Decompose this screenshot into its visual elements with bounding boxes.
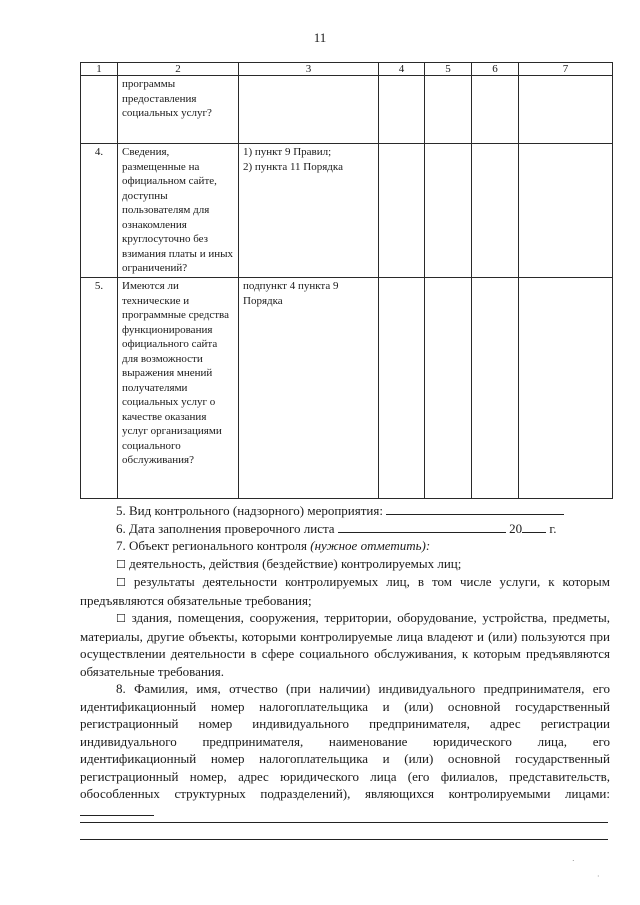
checkbox-icon[interactable]: ☐	[116, 576, 126, 589]
table-row	[81, 278, 613, 499]
column-header: 2	[118, 63, 239, 76]
column-header: 6	[472, 63, 519, 76]
column-header: 7	[519, 63, 613, 76]
row-question: Сведения, размещенные на официальном сайте, доступны пользователям для ознакомления круглосуточно без взимания платы и иных ограничений?	[118, 144, 239, 278]
item-7	[80, 537, 610, 555]
row-number	[81, 76, 118, 144]
table-row	[81, 76, 613, 144]
note-cell[interactable]	[519, 278, 613, 499]
item-8	[80, 680, 610, 820]
column-header: 5	[425, 63, 472, 76]
item-7-label: 7. Объект регионального контроля	[116, 538, 308, 553]
answer-cell[interactable]	[472, 144, 519, 278]
option-3	[80, 609, 610, 680]
note-cell[interactable]	[519, 144, 613, 278]
item-8-label: 8. Фамилия, имя, отчество (при наличии) индивидуального предпринимателя, его идентификационный номер налогоплательщика и (или) основной государственный регистрационный номер индивидуального предпринимателя, адрес регистрации индивидуального предпринимателя, наименование юридического лица, его идентификационный номер налогоплательщика и (или) основной государственный регистрационный номер, адрес юридического лица (его филиалов, представительств, обособленных структурных подразделений), являющихся контролируемыми лицами:	[80, 681, 610, 801]
item-7-note: (нужное отметить):	[310, 538, 431, 553]
answer-cell[interactable]	[472, 76, 519, 144]
row-number: 4.	[81, 144, 118, 278]
table-row	[81, 144, 613, 278]
answer-line[interactable]	[80, 839, 608, 840]
controlled-person-field[interactable]	[80, 803, 154, 816]
option-3-label: здания, помещения, сооружения, территории, оборудование, устройства, предметы, материалы, другие объекты, которыми контролируемые лица владеют и (или) пользуются при осуществлении деятельности в сфере социального обслуживания, к которым предъявляются обязательные требования.	[80, 610, 610, 679]
scan-speck: ·	[597, 872, 600, 881]
row-number: 5.	[81, 278, 118, 499]
scan-speck: .	[572, 854, 575, 863]
answer-cell[interactable]	[425, 144, 472, 278]
item-5-label: 5. Вид контрольного (надзорного) мероприятия:	[116, 503, 383, 518]
requisite-line: 1) пункт 9 Правил;	[243, 146, 332, 158]
column-header: 1	[81, 63, 118, 76]
row-question: Имеются ли технические и программные средства функционирования официального сайта для возможности выражения мнений получателями социальных услуг о качестве оказания услуг организациями социального обслуживания?	[118, 278, 239, 499]
column-header: 4	[379, 63, 425, 76]
answer-cell[interactable]	[379, 76, 425, 144]
row-requisites: подпункт 4 пункта 9 Порядка	[239, 278, 379, 499]
item-6	[80, 520, 610, 538]
fill-date-field[interactable]	[338, 520, 506, 533]
table-header-row	[81, 63, 613, 76]
answer-cell[interactable]	[425, 278, 472, 499]
item-6-label: 6. Дата заполнения проверочного листа	[116, 520, 335, 536]
year-field[interactable]	[522, 520, 546, 533]
answer-cell[interactable]	[472, 278, 519, 499]
answer-cell[interactable]	[379, 144, 425, 278]
option-1-label: деятельность, действия (бездействие) контролируемых лиц;	[129, 555, 462, 571]
answer-cell[interactable]	[379, 278, 425, 499]
requisite-line: 2) пункта 11 Порядка	[243, 160, 343, 173]
item-5	[80, 502, 610, 520]
checkbox-icon[interactable]: ☐	[116, 557, 126, 571]
row-requisites	[239, 144, 379, 278]
page-number: 11	[313, 30, 327, 45]
inspection-type-field[interactable]	[386, 502, 564, 515]
row-requisites	[239, 76, 379, 144]
answer-line[interactable]	[80, 822, 608, 823]
option-2-label: результаты деятельности контролируемых лиц, в том числе услуги, к которым предъявляются обязательные требования;	[80, 574, 611, 608]
option-1	[80, 555, 610, 574]
column-header: 3	[239, 63, 379, 76]
answer-cell[interactable]	[425, 76, 472, 144]
year-prefix: 20	[509, 520, 523, 536]
option-2	[80, 573, 610, 609]
checklist-table	[80, 62, 613, 499]
year-suffix: г.	[549, 520, 557, 536]
form-fields	[80, 502, 610, 820]
checkbox-icon[interactable]: ☐	[116, 612, 126, 625]
note-cell[interactable]	[519, 76, 613, 144]
row-question: программы предоставления социальных услуг?	[118, 76, 239, 144]
